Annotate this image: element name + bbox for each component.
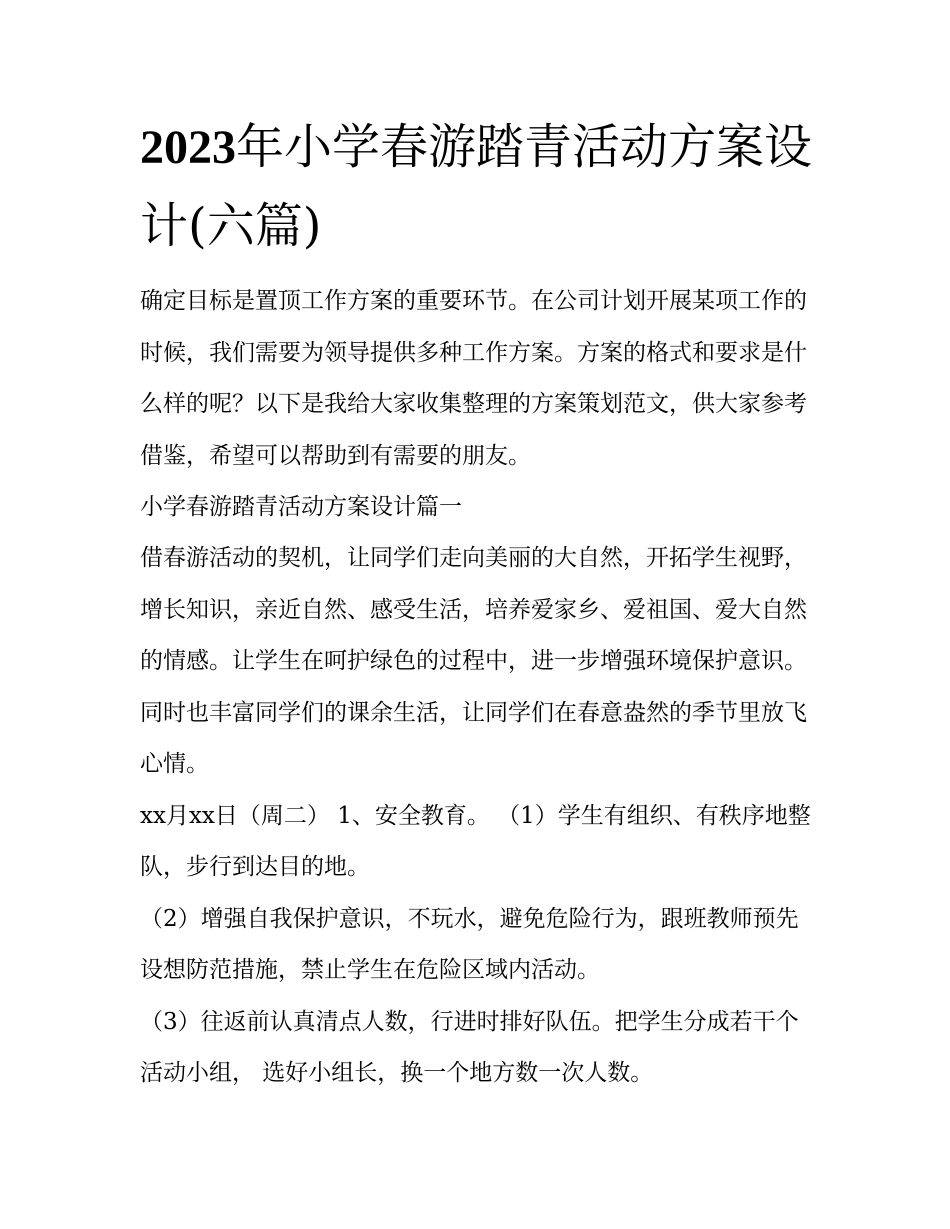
schedule-paragraph: xx月xx日（周二） 1、安全教育。 （1）学生有组织、有秩序地整队，步行到达目的地。	[140, 802, 811, 880]
purpose-paragraph: 借春游活动的契机，让同学们走向美丽的大自然，开拓学生视野，增长知识，亲近自然、感受生活，培养爱家乡、爱祖国、爱大自然的情感。让学生在呵护绿色的过程中，进一步增强环境保护意识。同时也丰富同学们的课余生活，让同学们在春意盎然的季节里放飞心情。	[140, 545, 807, 777]
section-heading: 小学春游踏青活动方案设计篇一	[140, 494, 462, 520]
document-title	[140, 108, 820, 265]
title-text: 年小学春游踏青活动方案设计(六篇)	[140, 119, 813, 254]
title-year: 2023	[140, 121, 236, 174]
safety-item-2: （2）增强自我保护意识，不玩水，避免危险行为，跟班教师预先设想防范措施，禁止学生在危险区域内活动。	[140, 905, 799, 983]
safety-item-3: （3）往返前认真清点人数，行进时排好队伍。把学生分成若干个活动小组， 选好小组长，换一个地方数一次人数。	[140, 1008, 799, 1086]
document-body	[140, 276, 820, 1100]
intro-paragraph: 确定目标是置顶工作方案的重要环节。在公司计划开展某项工作的时候，我们需要为领导提供多种工作方案。方案的格式和要求是什么样的呢？以下是我给大家收集整理的方案策划范文，供大家参考借鉴，希望可以帮助到有需要的朋友。	[140, 288, 807, 469]
